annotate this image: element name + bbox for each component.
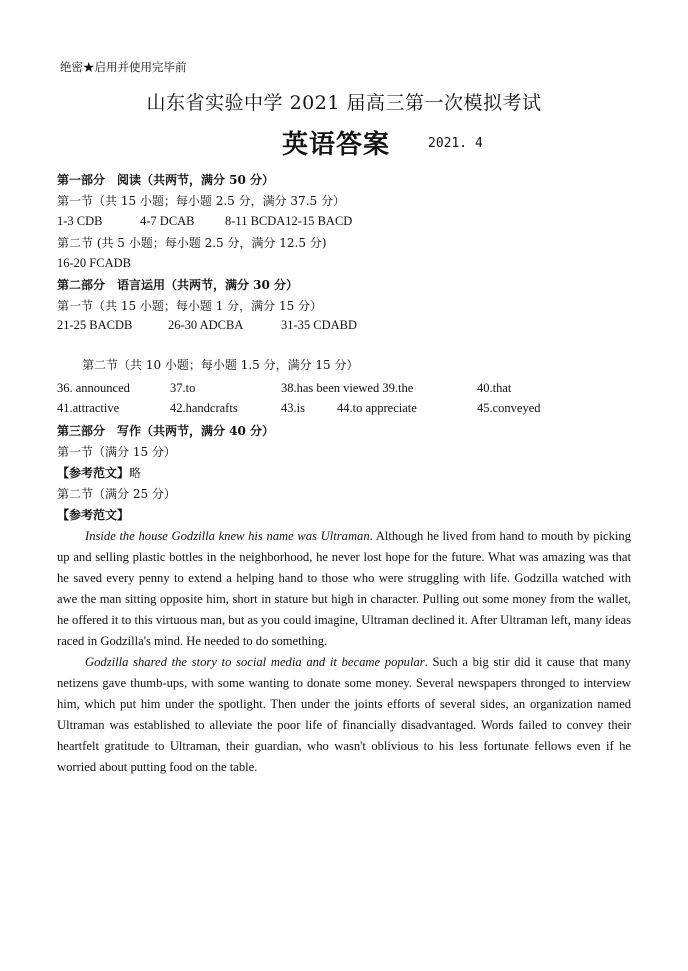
essay-paragraph-2 xyxy=(57,652,631,778)
part1-section2-title: 第二节 (共 5 小题；每小题 2.5 分，满分 12.5 分) xyxy=(57,236,327,250)
answer-item: 44.to appreciate xyxy=(337,401,417,415)
answer-group: 21-25 BACDB xyxy=(57,318,133,332)
answer-item: 38.has been viewed 39.the xyxy=(281,381,414,395)
reference-label: 【参考范文】 xyxy=(57,466,130,480)
answer-item: 37.to xyxy=(170,381,196,395)
answer-item: 36. announced xyxy=(57,381,130,395)
answer-group: 31-35 CDABD xyxy=(281,318,358,332)
answer-group: 4-7 DCAB xyxy=(140,214,195,228)
answer-item: 41.attractive xyxy=(57,401,120,415)
part3-heading: 第三部分 写作（共两节，满分 40 分） xyxy=(57,424,275,438)
page-title: 英语答案 xyxy=(282,130,391,160)
part1-section1-title: 第一节（共 15 小题；每小题 2.5 分，满分 37.5 分） xyxy=(57,194,345,208)
essay-paragraph-2-opening: Godzilla shared the story to social media and it became popular xyxy=(85,655,425,669)
answer-group: 16-20 FCADB xyxy=(57,256,131,270)
answer-group: 1-3 CDB xyxy=(57,214,103,228)
essay-paragraph-1-opening: Inside the house Godzilla knew his name was Ultraman xyxy=(85,529,370,543)
reference-essay xyxy=(57,526,631,778)
answer-item: 43.is xyxy=(281,401,305,415)
school-exam-title: 山东省实验中学 2021 届高三第一次模拟考试 xyxy=(146,92,542,114)
exam-date: 2021. 4 xyxy=(428,136,483,151)
answer-group: 26-30 ADCBA xyxy=(168,318,244,332)
answer-item: 42.handcrafts xyxy=(170,401,238,415)
part2-section1-title: 第一节（共 15 小题；每小题 1 分，满分 15 分） xyxy=(57,299,323,313)
reference-essay-1 xyxy=(57,464,141,482)
part2-heading: 第二部分 语言运用（共两节，满分 30 分） xyxy=(57,278,299,292)
part2-section2-title: 第二节（共 10 小题；每小题 1.5 分，满分 15 分） xyxy=(82,358,359,372)
reference-omitted: 略 xyxy=(129,466,142,480)
part3-section2-title: 第二节（满分 25 分） xyxy=(57,487,176,501)
part3-section1-title: 第一节（满分 15 分） xyxy=(57,445,176,459)
part1-heading: 第一部分 阅读（共两节，满分 50 分） xyxy=(57,173,275,187)
essay-paragraph-1-body: . Although he lived from hand to mouth by picking up and selling plastic bottles in the neighborhood, he never lost hope for the future. What was amazing was that he saved every penny to extend a helping hand to those who were struggling with life. Godzilla watched with awe the man sitting opposite him, short in stature but high in character. Pulling out some money from the wallet, he offered it to this virtuous man, but as you could imagine, Ultraman declined it. After Ultraman left, many ideas raced in Godzilla's mind. He needed to do something. xyxy=(57,529,631,648)
answer-item: 45.conveyed xyxy=(477,401,541,415)
answer-item: 40.that xyxy=(477,381,512,395)
reference-label: 【参考范文】 xyxy=(57,508,130,522)
essay-paragraph-1 xyxy=(57,526,631,652)
answer-group: 8-11 BCDA12-15 BACD xyxy=(225,214,353,228)
confidential-label: 绝密★启用并使用完毕前 xyxy=(60,60,187,74)
essay-paragraph-2-body: . Such a big stir did it cause that many netizens gave thumb-ups, with some wanting to donate some money. Several newspapers thronged to interview him, which put him under the spotlight. Then under the joints efforts of several sides, an organization named Ultraman was established to alleviate the poor life of financially disadvantaged. Words failed to convey their heartfelt gratitude to Ultraman, their guardian, who wasn't oblivious to his less fortunate fellows even if he worried about putting food on the table. xyxy=(57,655,631,774)
